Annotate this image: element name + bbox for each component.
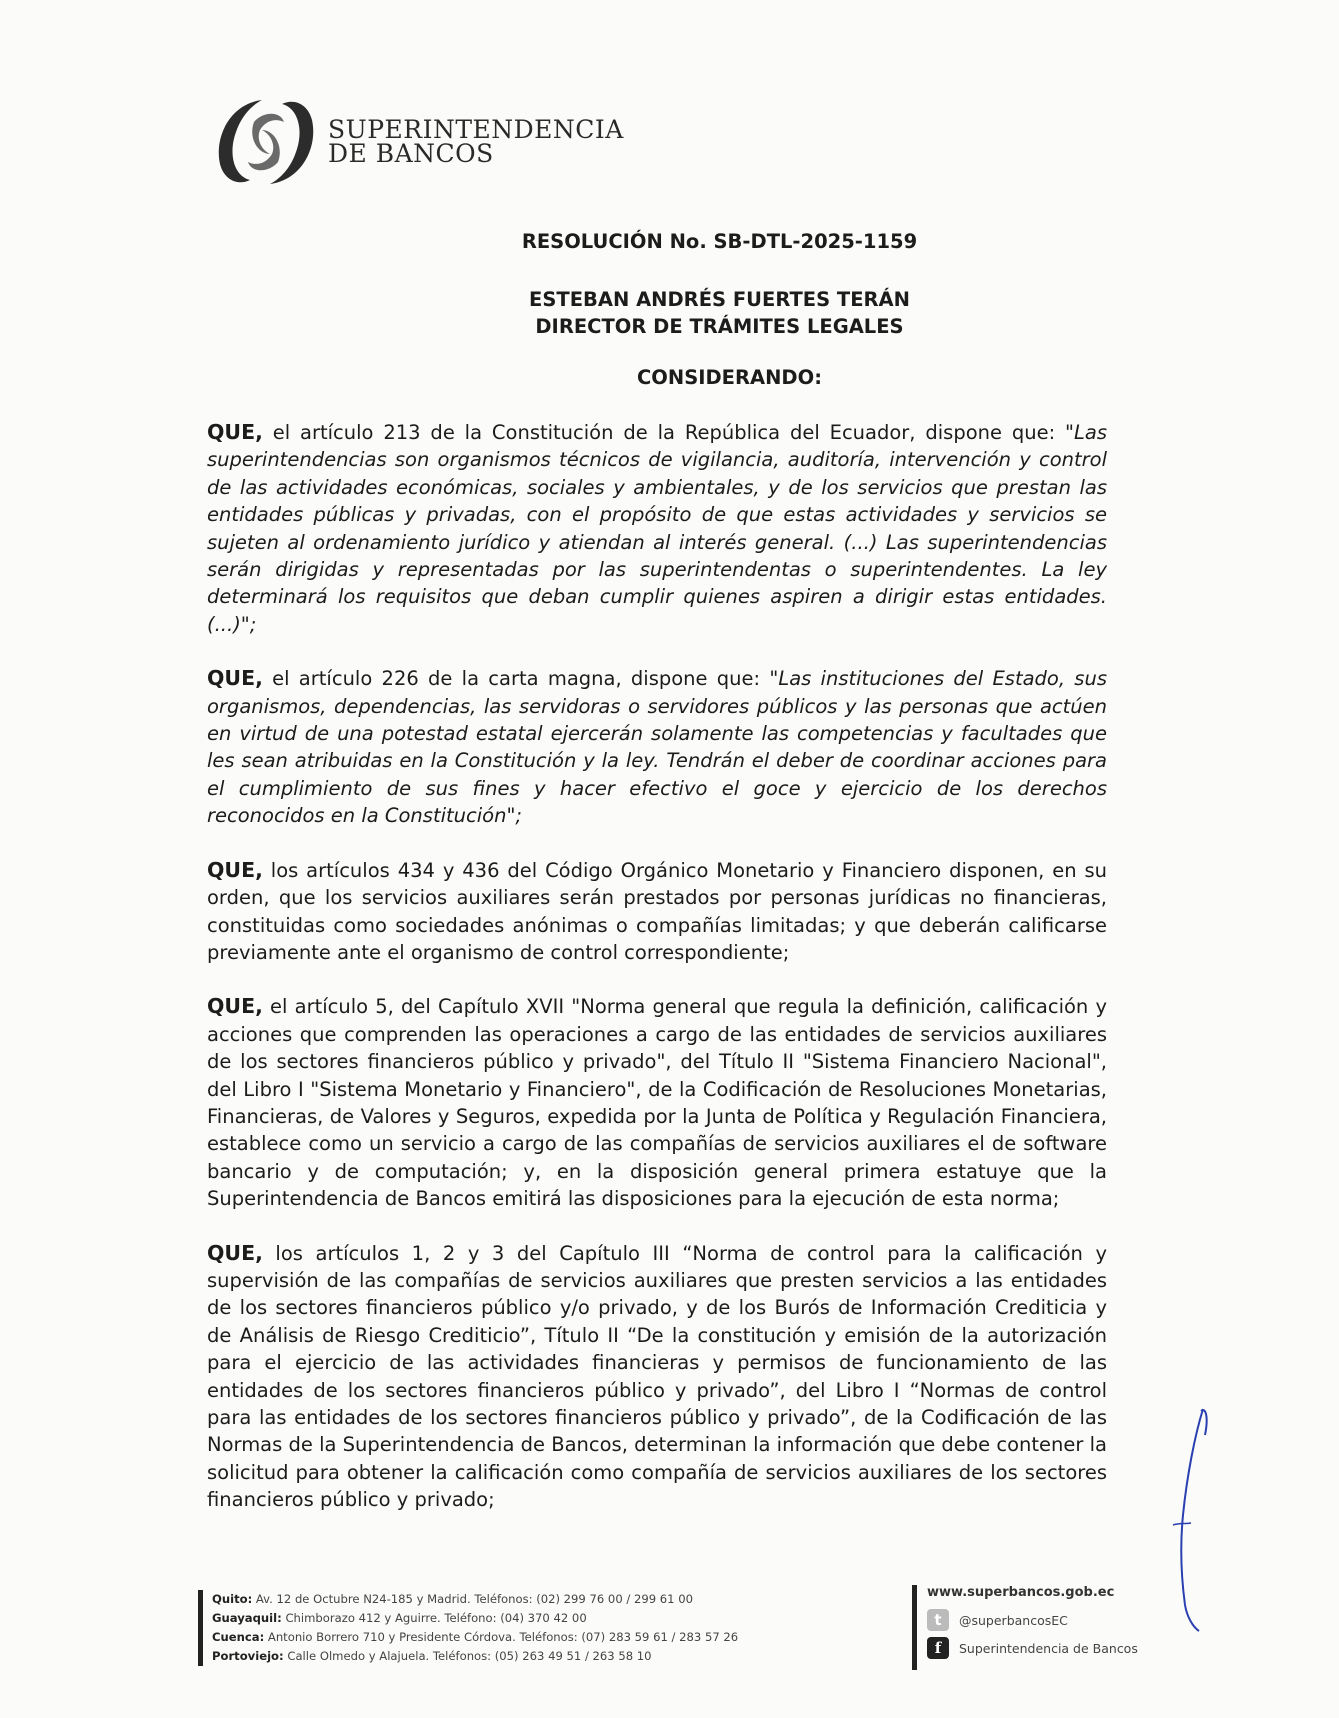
office-portoviejo: Portoviejo: Calle Olmedo y Alajuela. Teléfonos: (05) 263 49 51 / 263 58 10 [212, 1649, 652, 1663]
paragraph-quote: Las instituciones del Estado, sus organismos, dependencias, las servidoras o servidores públicos y las personas que actúen en virtud de una potestad estatal ejercerán solamente las competencias y facultades que les sean atribuidas en la Constitución y la ley. Tendrán el deber de coordinar acciones para el cumplimiento de sus fines y hacer efectivo el goce y ejercicio de los derechos reconocidos en la Constitución"; [207, 667, 1107, 828]
handwritten-signature [1165, 1405, 1215, 1635]
resolution-number: RESOLUCIÓN No. SB-DTL-2025-1159 [521, 230, 918, 253]
paragraph-lead: QUE, [207, 666, 263, 691]
facebook-name: Superintendencia de Bancos [959, 1640, 1138, 1656]
paragraph-lead: QUE, [207, 857, 263, 882]
paragraph-lead: QUE, [207, 994, 263, 1019]
paragraph-lead: QUE, [207, 1240, 263, 1265]
website-link[interactable]: www.superbancos.gob.ec [927, 1585, 1115, 1600]
paragraph-lead: QUE, [207, 420, 263, 444]
paragraph-text: los artículos 434 y 436 del Código Orgánico Monetario y Financiero disponen, en su orden, que los servicios auxiliares serán prestados por personas jurídicas no financieras, constituidas como sociedades anónimas o compañías limitadas; y que deberán calificarse previamente ante el organismo de control correspondiente; [207, 858, 1107, 964]
paragraph-text: el artículo 226 de la carta magna, dispone que: " [262, 667, 779, 691]
paragraph-1 [207, 419, 1107, 638]
office-quito: Quito: Av. 12 de Octubre N24-185 y Madrid. Teléfonos: (02) 299 76 00 / 299 61 00 [212, 1592, 693, 1606]
paragraph-quote: "Las superintendencias son organismos técnicos de vigilancia, auditoría, intervención y control de las actividades económicas, sociales y ambientales, y de los servicios que prestan las entidades públicas y privadas, con el propósito de que estas actividades y servicios se sujeten al ordenamiento jurídico y atiendan al interés general. (...) Las superintendencias serán dirigidas y representadas por las superintendentas o superintendentes. La ley determinará los requisitos que deban cumplir quienes aspiren a dirigir estas entidades. (...)"; [207, 421, 1107, 636]
footer-contact [912, 1585, 1138, 1670]
paragraph-text: los artículos 1, 2 y 3 del Capítulo III “Norma de control para la calificación y supervisión de las compañías de servicios auxiliares que presten servicios a las entidades de los sectores financieros público y/o privado, y de los Burós de Información Crediticia y de Análisis de Riesgo Crediticio”, Título II “De la constitución y emisión de la autorización para el ejercicio de las actividades financieras y permisos de funcionamiento de las entidades de los sectores financieros público y privado”, del Libro I “Normas de control para las entidades de los sectores financieros público y privado”, de la Codificación de las Normas de la Superintendencia de Bancos, determinan la información que debe contener la solicitud para obtener la calificación como compañía de servicios auxiliares de los sectores financieros público y privado; [207, 1241, 1107, 1512]
footer-offices [198, 1590, 738, 1666]
signatory-name: ESTEBAN ANDRÉS FUERTES TERÁN [529, 288, 910, 311]
logo [210, 92, 630, 192]
logo-line-2: DE BANCOS [328, 139, 494, 168]
considerando-heading: CONSIDERANDO: [636, 366, 822, 389]
paragraph-4 [207, 993, 1107, 1212]
facebook-icon: f [927, 1637, 949, 1659]
signatory-position: DIRECTOR DE TRÁMITES LEGALES [535, 315, 904, 338]
paragraph-3 [207, 857, 1107, 967]
logo-text [328, 115, 624, 168]
paragraph-text: el artículo 5, del Capítulo XVII "Norma general que regula la definición, calificación y acciones que comprenden las operaciones a cargo de las entidades de servicios auxiliares de los sectores financieros público y privado", del Título II "Sistema Financiero Nacional", del Libro I "Sistema Monetario y Financiero", de la Codificación de Resoluciones Monetarias, Financieras, de Valores y Seguros, expedida por la Junta de Política y Regulación Financiera, establece como un servicio a cargo de las compañías de servicios auxiliares el de software bancario y de computación; y, en la disposición general primera estatuye que la Superintendencia de Bancos emitirá las disposiciones para la ejecución de esta norma; [207, 995, 1107, 1211]
facebook-link[interactable] [927, 1634, 1138, 1662]
office-cuenca: Cuenca: Antonio Borrero 710 y Presidente Córdova. Teléfonos: (07) 283 59 61 / 283 57 26 [212, 1630, 739, 1644]
logo-line-1: SUPERINTENDENCIA [328, 115, 624, 144]
paragraph-5 [207, 1240, 1107, 1514]
paragraph-text: el artículo 213 de la Constitución de la República del Ecuador, dispone que: [262, 421, 1066, 444]
office-guayaquil: Guayaquil: Chimborazo 412 y Aguirre. Teléfono: (04) 370 42 00 [212, 1611, 587, 1625]
document-body [207, 419, 1107, 1541]
superintendencia-logo-mark [210, 92, 322, 192]
signatory-block [50, 286, 1339, 340]
paragraph-2 [207, 665, 1107, 829]
twitter-link[interactable] [927, 1606, 1138, 1634]
twitter-icon: t [927, 1609, 949, 1631]
twitter-handle: @superbancosEC [959, 1612, 1068, 1628]
